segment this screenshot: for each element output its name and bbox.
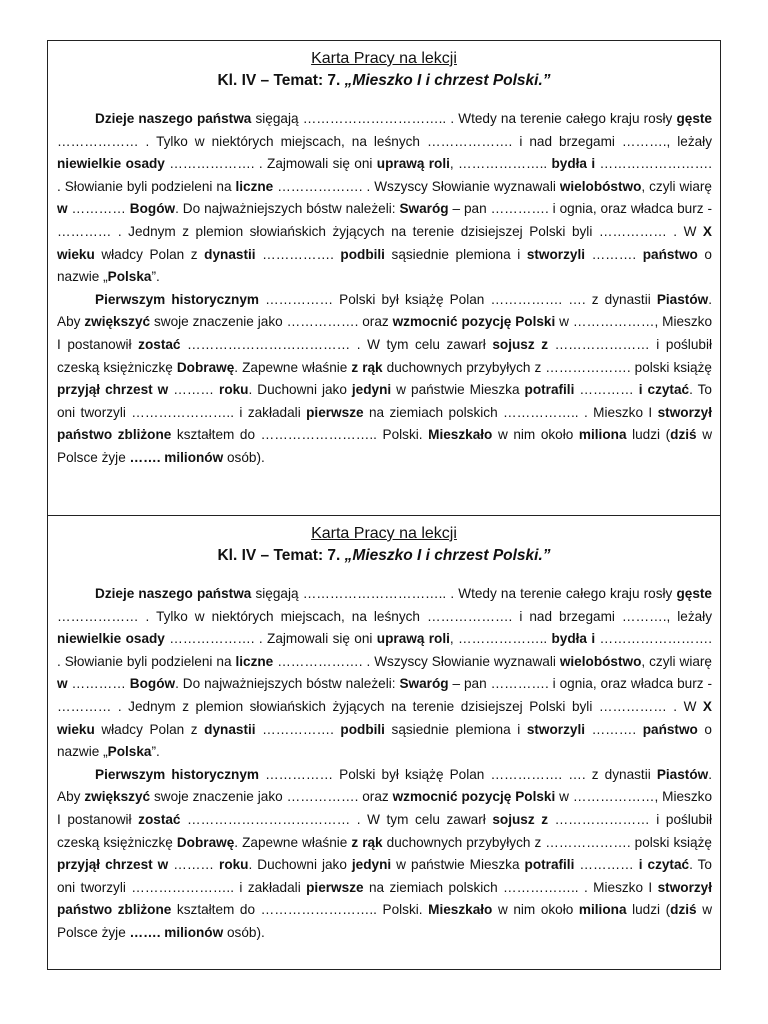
text-run: …………… Polski był książę Polan ……………. …. z dynastii bbox=[259, 291, 657, 307]
text-run: – pan …………. i ognia, oraz władca burz - ………… . Jednym z plemion słowiańskich żyjących na terenie dzisiejszej Polski byli …………… . W bbox=[57, 676, 713, 714]
text-run: ………… bbox=[574, 857, 639, 873]
bold-text-run: Dobrawę bbox=[176, 359, 235, 375]
text-run: ………………. . Wszyscy Słowianie wyznawali bbox=[273, 653, 560, 669]
text-run: ………… bbox=[67, 676, 130, 692]
subtitle-prefix: Kl. IV – Temat: 7. bbox=[217, 72, 345, 89]
bold-text-run: stworzył państwo zbliżone bbox=[57, 879, 713, 918]
text-run: ……………… . Tylko w niektórych miejscach, na leśnych ………………. i nad brzegami ………., leżały bbox=[57, 608, 712, 624]
text-run: ………………. . Zajmowali się oni bbox=[164, 156, 377, 172]
bold-text-run: dynastii bbox=[204, 246, 256, 262]
text-run: , czyli wiarę bbox=[641, 178, 712, 194]
bold-text-run: Piastów bbox=[656, 291, 709, 307]
bold-text-run: wielobóstwo bbox=[559, 178, 642, 194]
text-run: w nim około bbox=[492, 427, 579, 443]
text-run: . To oni tworzyli ………………….. i zakładali bbox=[57, 857, 712, 895]
bold-text-run: Polska bbox=[107, 744, 152, 760]
bold-text-run: ……. milionów bbox=[129, 924, 224, 940]
text-run: w Polsce żyje bbox=[57, 427, 713, 465]
text-run: o nazwie „ bbox=[57, 721, 712, 760]
bold-text-run: X wieku bbox=[57, 698, 712, 737]
text-run: w ………………, Mieszko I postanowił bbox=[57, 314, 713, 352]
bold-text-run: jedyni bbox=[351, 857, 392, 873]
text-run: na ziemiach polskich …………….. . Mieszko I bbox=[363, 879, 658, 895]
text-run: ludzi ( bbox=[626, 427, 671, 443]
bold-text-run: państwo bbox=[642, 246, 698, 262]
bold-text-run: i czytać bbox=[638, 857, 690, 873]
text-run: osób). bbox=[223, 924, 265, 940]
text-run: . Do najważniejszych bóstw należeli: bbox=[175, 201, 400, 217]
text-run: ……………. bbox=[255, 246, 341, 262]
text-run: ………………. . Wszyscy Słowianie wyznawali bbox=[273, 178, 560, 194]
bold-text-run: liczne bbox=[235, 653, 274, 669]
bold-text-run: roku bbox=[219, 382, 249, 398]
text-run: . To oni tworzyli ………………….. i zakładali bbox=[57, 382, 712, 420]
text-run: . Duchowni jako bbox=[248, 382, 352, 398]
bold-text-run: ……. milionów bbox=[129, 449, 224, 465]
text-run: ……………………………… . W tym celu zawarł bbox=[180, 336, 493, 352]
worksheet-paragraph bbox=[57, 289, 712, 470]
text-run: ………………. . Zajmowali się oni bbox=[164, 631, 377, 647]
text-run: kształtem do …………………….. Polski. bbox=[171, 427, 429, 443]
text-run: . Zapewne właśnie bbox=[234, 834, 352, 850]
bold-text-run: i czytać bbox=[638, 382, 690, 398]
worksheet-body bbox=[57, 583, 712, 945]
worksheet-title: Karta Pracy na lekcji bbox=[311, 50, 457, 67]
text-run: . Duchowni jako bbox=[248, 857, 352, 873]
text-run: duchownych przybyłych z ………………. polski książę bbox=[382, 834, 712, 850]
bold-text-run: Bogów bbox=[129, 201, 176, 217]
text-run: ………… bbox=[574, 382, 639, 398]
bold-text-run: Polska bbox=[107, 269, 152, 285]
bold-text-run: z rąk bbox=[351, 359, 383, 375]
bold-text-run: uprawą roli bbox=[376, 156, 450, 172]
bold-text-run: miliona bbox=[578, 902, 627, 918]
text-run: swoje znaczenie jako ……………. oraz bbox=[150, 789, 393, 805]
bold-text-run: sojusz z bbox=[492, 811, 548, 827]
text-run: ………………… i poślubił czeską księżniczkę bbox=[57, 811, 712, 850]
bold-text-run: gęste bbox=[676, 586, 712, 601]
subtitle-topic: „Mieszko I i chrzest Polski.” bbox=[344, 72, 551, 89]
worksheet-card bbox=[47, 515, 721, 970]
bold-text-run: Bogów bbox=[129, 676, 176, 692]
text-run: ………………… i poślubił czeską księżniczkę bbox=[57, 336, 712, 375]
text-run: ………. bbox=[585, 246, 643, 262]
text-run: ……………. bbox=[255, 721, 341, 737]
bold-text-run: Mieszkało bbox=[428, 902, 493, 918]
text-run: sąsiednie plemiona i bbox=[384, 246, 527, 262]
text-run: ”. bbox=[151, 744, 160, 760]
worksheet-paragraph bbox=[57, 764, 712, 945]
text-run: ……………………. . Słowianie byli podzieleni na bbox=[57, 156, 713, 194]
bold-text-run: stworzyli bbox=[526, 246, 586, 262]
bold-text-run: Mieszkało bbox=[428, 427, 493, 443]
bold-text-run: wielobóstwo bbox=[559, 653, 642, 669]
bold-text-run: bydła i bbox=[551, 631, 596, 647]
text-run: . Aby bbox=[57, 291, 712, 330]
bold-text-run: dziś bbox=[670, 902, 697, 918]
text-run: . Aby bbox=[57, 766, 712, 805]
text-run: na ziemiach polskich …………….. . Mieszko I bbox=[363, 404, 658, 420]
bold-text-run: stworzył państwo zbliżone bbox=[57, 404, 713, 443]
bold-text-run: podbili bbox=[340, 246, 385, 262]
worksheet-paragraph bbox=[57, 108, 712, 289]
text-run: w Polsce żyje bbox=[57, 902, 713, 940]
bold-text-run: dynastii bbox=[204, 721, 256, 737]
worksheet-title: Karta Pracy na lekcji bbox=[311, 525, 457, 542]
subtitle-prefix: Kl. IV – Temat: 7. bbox=[217, 547, 345, 564]
text-run: ………… bbox=[67, 201, 130, 217]
text-run: …………… Polski był książę Polan ……………. …. z dynastii bbox=[259, 766, 657, 782]
bold-text-run: wzmocnić pozycję Polski bbox=[392, 314, 556, 330]
text-run: , ……………….. bbox=[449, 156, 552, 172]
text-run: w ………………, Mieszko I postanowił bbox=[57, 789, 713, 827]
bold-text-run: niewielkie osady bbox=[57, 631, 165, 647]
text-run: ……………………. . Słowianie byli podzieleni na bbox=[57, 631, 713, 669]
text-run: ……………………………… . W tym celu zawarł bbox=[180, 811, 493, 827]
subtitle-topic: „Mieszko I i chrzest Polski.” bbox=[344, 547, 551, 564]
text-run: sąsiednie plemiona i bbox=[384, 721, 527, 737]
bold-text-run: pierwsze bbox=[306, 404, 364, 420]
text-run: sięgają ………………………….. . Wtedy na terenie całego kraju rosły bbox=[251, 586, 677, 601]
bold-text-run: Dzieje naszego państwa bbox=[95, 111, 252, 126]
bold-text-run: Pierwszym historycznym bbox=[95, 291, 259, 307]
bold-text-run: bydła i bbox=[551, 156, 596, 172]
bold-text-run: w bbox=[57, 676, 68, 692]
bold-text-run: zwiększyć bbox=[84, 314, 151, 330]
bold-text-run: X wieku bbox=[57, 223, 712, 262]
bold-text-run: potrafili bbox=[524, 382, 575, 398]
bold-text-run: sojusz z bbox=[492, 336, 548, 352]
bold-text-run: liczne bbox=[235, 178, 274, 194]
text-run: ”. bbox=[151, 269, 160, 285]
bold-text-run: zwiększyć bbox=[84, 789, 151, 805]
bold-text-run: państwo bbox=[642, 721, 698, 737]
text-run: władcy Polan z bbox=[94, 246, 205, 262]
text-run: władcy Polan z bbox=[94, 721, 205, 737]
text-run: swoje znaczenie jako ……………. oraz bbox=[150, 314, 393, 330]
text-run: . Do najważniejszych bóstw należeli: bbox=[175, 676, 400, 692]
bold-text-run: Swaróg bbox=[399, 201, 449, 217]
text-run: osób). bbox=[223, 449, 265, 465]
bold-text-run: Dzieje naszego państwa bbox=[95, 586, 252, 601]
worksheet-body bbox=[57, 108, 712, 470]
bold-text-run: przyjął chrzest w bbox=[57, 382, 169, 398]
text-run: ………. bbox=[585, 721, 643, 737]
text-run: ……………… . Tylko w niektórych miejscach, na leśnych ………………. i nad brzegami ………., leżały bbox=[57, 133, 712, 149]
worksheet-subtitle bbox=[48, 545, 720, 567]
bold-text-run: podbili bbox=[340, 721, 385, 737]
bold-text-run: zostać bbox=[138, 811, 181, 827]
text-run: . Zapewne właśnie bbox=[234, 359, 352, 375]
text-run: w państwie Mieszka bbox=[391, 857, 525, 873]
text-run: ……… bbox=[168, 382, 220, 398]
bold-text-run: stworzyli bbox=[526, 721, 586, 737]
bold-text-run: pierwsze bbox=[306, 879, 364, 895]
bold-text-run: Pierwszym historycznym bbox=[95, 766, 259, 782]
bold-text-run: Dobrawę bbox=[176, 834, 235, 850]
worksheet-subtitle bbox=[48, 70, 720, 92]
bold-text-run: miliona bbox=[578, 427, 627, 443]
text-run: ludzi ( bbox=[626, 902, 671, 918]
bold-text-run: potrafili bbox=[524, 857, 575, 873]
text-run: sięgają ………………………….. . Wtedy na terenie całego kraju rosły bbox=[251, 111, 677, 126]
text-run: w państwie Mieszka bbox=[391, 382, 525, 398]
bold-text-run: jedyni bbox=[351, 382, 392, 398]
bold-text-run: z rąk bbox=[351, 834, 383, 850]
bold-text-run: dziś bbox=[670, 427, 697, 443]
bold-text-run: wzmocnić pozycję Polski bbox=[392, 789, 556, 805]
text-run: ……… bbox=[168, 857, 220, 873]
bold-text-run: uprawą roli bbox=[376, 631, 450, 647]
bold-text-run: roku bbox=[219, 857, 249, 873]
text-run: w nim około bbox=[492, 902, 579, 918]
worksheet-paragraph bbox=[57, 583, 712, 764]
text-run: – pan …………. i ognia, oraz władca burz - ………… . Jednym z plemion słowiańskich żyjących na terenie dzisiejszej Polski byli …………… . W bbox=[57, 201, 713, 239]
text-run: , czyli wiarę bbox=[641, 653, 712, 669]
worksheet-card bbox=[47, 40, 721, 516]
text-run: duchownych przybyłych z ………………. polski książę bbox=[382, 359, 712, 375]
text-run: kształtem do …………………….. Polski. bbox=[171, 902, 429, 918]
bold-text-run: w bbox=[57, 201, 68, 217]
text-run: , ……………….. bbox=[449, 631, 552, 647]
bold-text-run: zostać bbox=[138, 336, 181, 352]
text-run: o nazwie „ bbox=[57, 246, 712, 285]
bold-text-run: gęste bbox=[676, 111, 712, 126]
bold-text-run: przyjął chrzest w bbox=[57, 857, 169, 873]
bold-text-run: Swaróg bbox=[399, 676, 449, 692]
bold-text-run: niewielkie osady bbox=[57, 156, 165, 172]
bold-text-run: Piastów bbox=[656, 766, 709, 782]
